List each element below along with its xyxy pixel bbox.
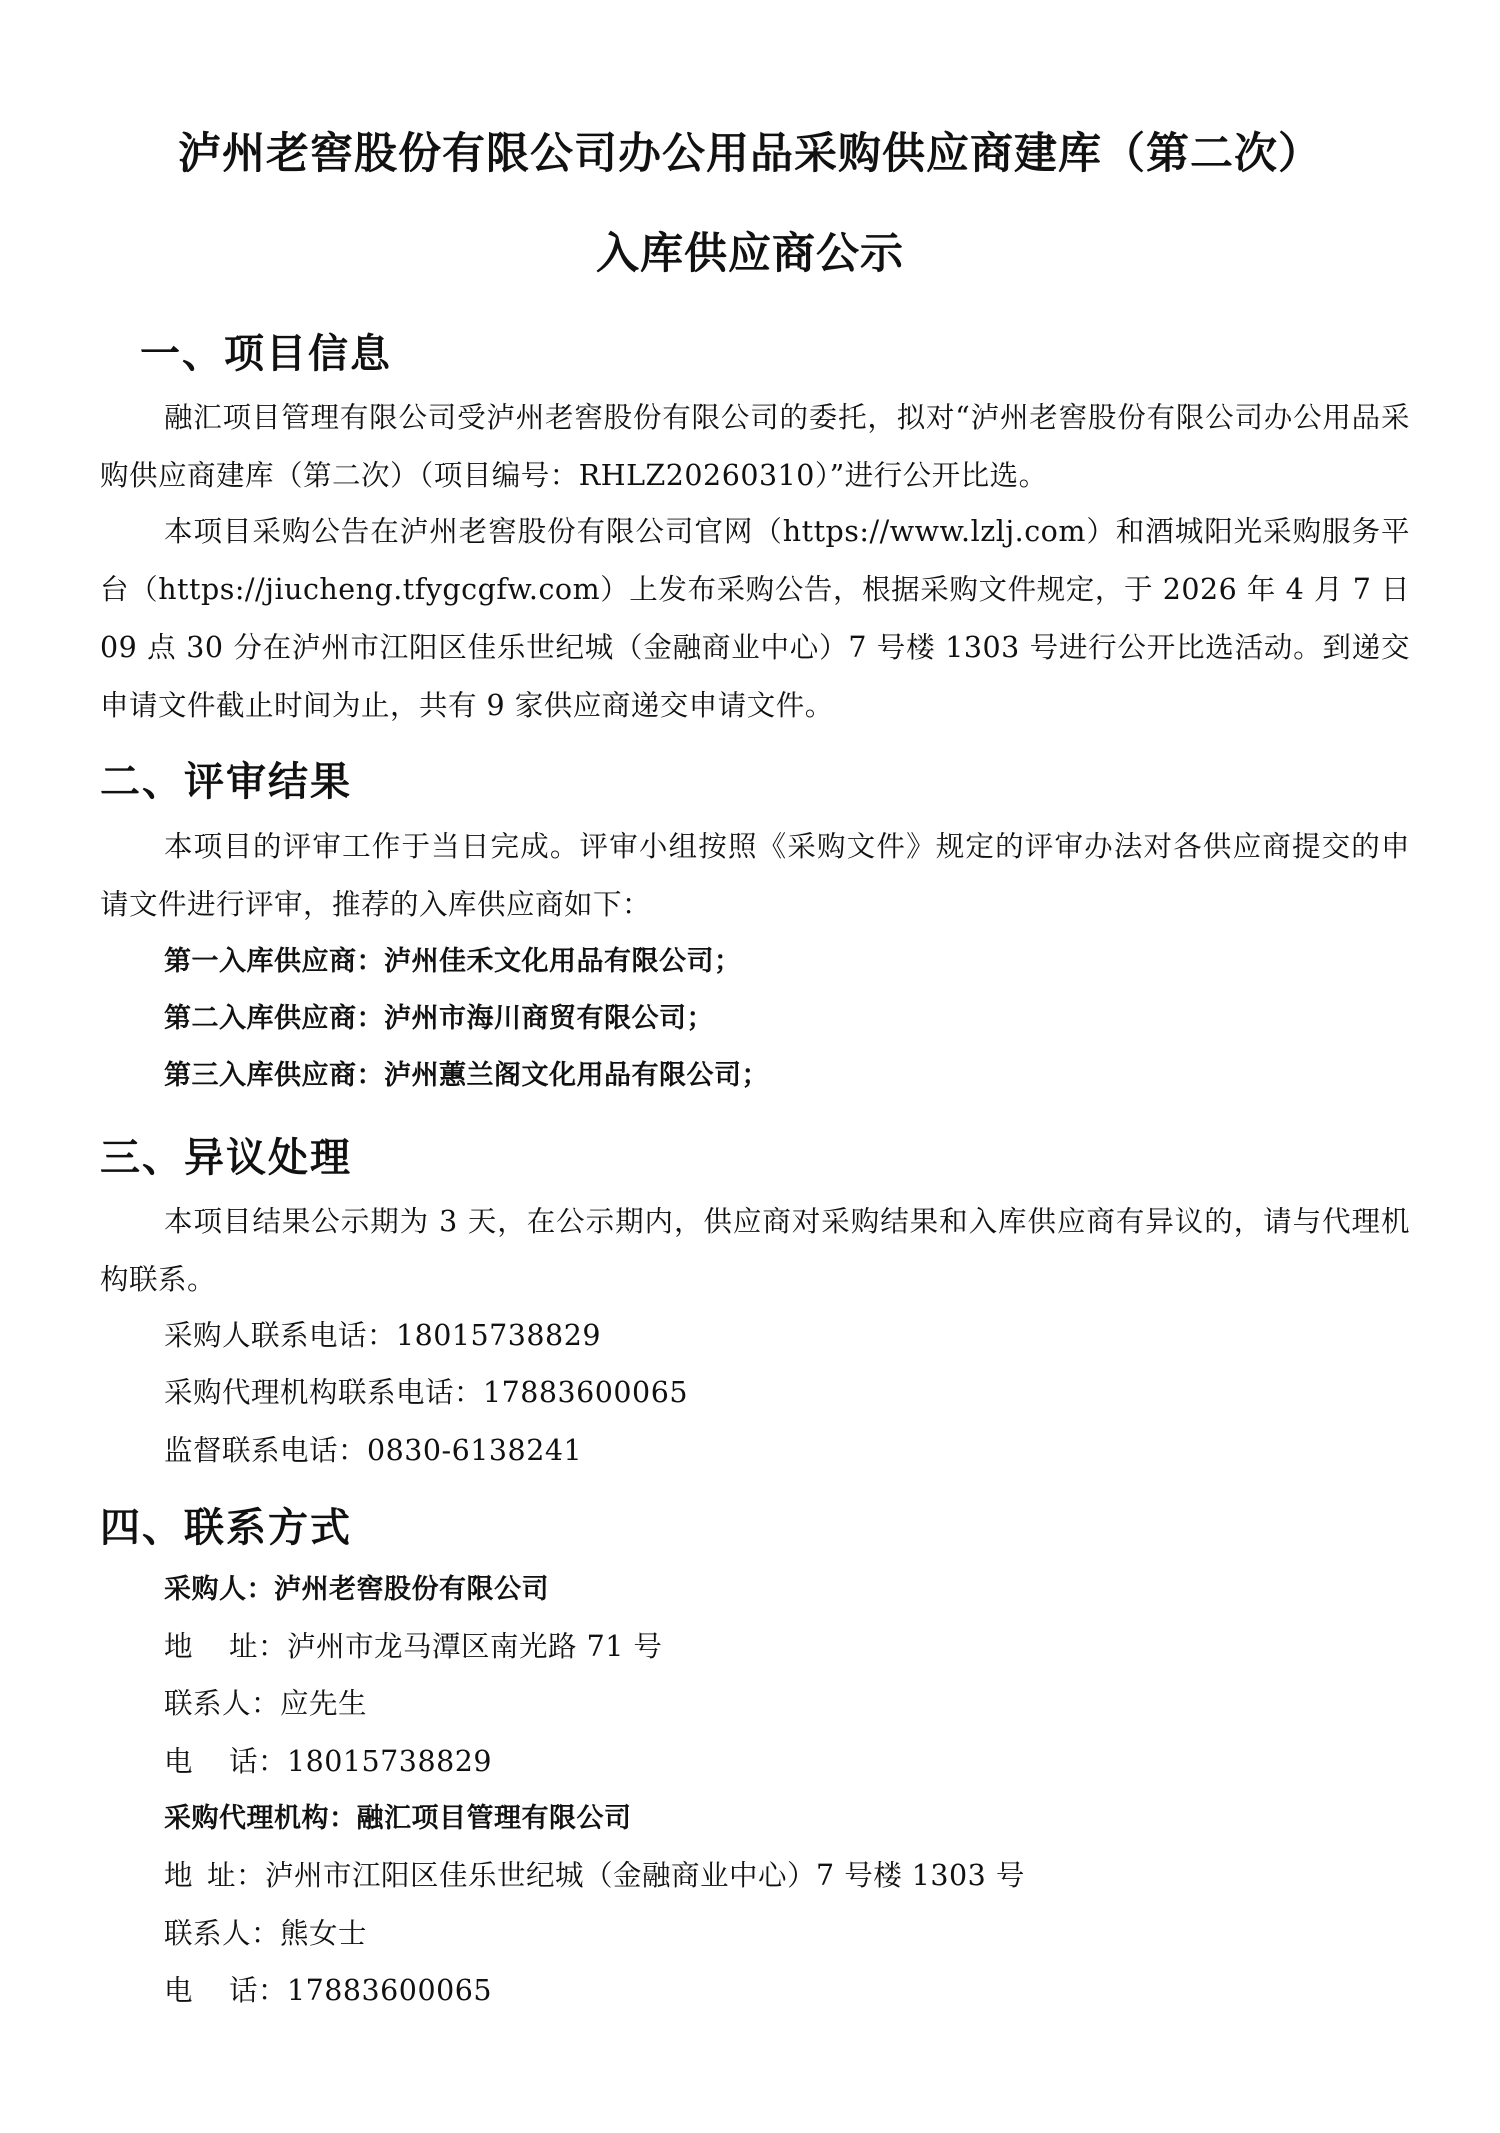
document-title-line2: 入库供应商公示 <box>596 229 904 279</box>
agency-tel-line <box>164 1962 492 2020</box>
second-supplier: 第二入库供应商：泸州市海川商贸有限公司； <box>164 1003 714 1034</box>
buyer-address-line <box>164 1618 662 1676</box>
objections-paragraph: 本项目结果公示期为 3 天，在公示期内，供应商对采购结果和入库供应商有异议的，请与代理机构联系。 <box>100 1205 1410 1296</box>
buyer-name-line: 采购人：泸州老窖股份有限公司 <box>164 1574 549 1605</box>
buyer-tel-label-a: 电 <box>164 1745 194 1778</box>
buyer-address-label-a: 地 <box>164 1630 194 1663</box>
review-results-paragraph: 本项目的评审工作于当日完成。评审小组按照《采购文件》规定的评审办法对各供应商提交的申请文件进行评审，推荐的入库供应商如下： <box>100 830 1410 921</box>
buyer-tel-text: 话：18015738829 <box>229 1745 492 1778</box>
project-info-paragraph-2: 本项目采购公告在泸州老窖股份有限公司官网（https://www.lzlj.com）和酒城阳光采购服务平台（https://jiucheng.tfygcgfw.com）上发布采购公告，根据采购文件规定，于 2026 年 4 月 7 日 09 点 30 分在泸州市江阳区佳乐世纪城（金融商业中心）7 号楼 1303 号进行公开比选活动。到递交申请文件截止时间为止，共有 9 家供应商递交申请文件。 <box>100 515 1410 722</box>
agency-tel-label-a: 电 <box>164 1974 194 2007</box>
agency-tel-text: 话：17883600065 <box>229 1974 492 2007</box>
buyer-address-text: 址：泸州市龙马潭区南光路 71 号 <box>229 1630 663 1663</box>
agency-contact-line: 联系人：熊女士 <box>164 1917 368 1950</box>
agency-address-line <box>164 1847 1025 1905</box>
buyer-tel-line <box>164 1733 492 1791</box>
agency-address-text: 址：泸州市江阳区佳乐世纪城（金融商业中心）7 号楼 1303 号 <box>207 1859 1025 1892</box>
section-heading-review-results: 二、评审结果 <box>100 759 352 805</box>
document-title-line1: 泸州老窖股份有限公司办公用品采购供应商建库（第二次） <box>178 129 1322 179</box>
project-info-paragraph-1: 融汇项目管理有限公司受泸州老窖股份有限公司的委托，拟对“泸州老窖股份有限公司办公用品采购供应商建库（第二次）（项目编号：RHLZ20260310）”进行公开比选。 <box>100 401 1410 492</box>
section-heading-contact: 四、联系方式 <box>100 1505 352 1551</box>
third-supplier: 第三入库供应商：泸州蕙兰阁文化用品有限公司； <box>164 1060 769 1091</box>
first-supplier: 第一入库供应商：泸州佳禾文化用品有限公司； <box>164 946 742 977</box>
agency-phone-line: 采购代理机构联系电话：17883600065 <box>164 1376 688 1409</box>
buyer-contact-line: 联系人：应先生 <box>164 1687 368 1720</box>
section-heading-project-info: 一、项目信息 <box>140 331 392 377</box>
section-heading-objections: 三、异议处理 <box>100 1135 352 1181</box>
buyer-phone-line: 采购人联系电话：18015738829 <box>164 1319 601 1352</box>
agency-address-label-a: 地 <box>164 1859 194 1892</box>
agency-name-line: 采购代理机构：融汇项目管理有限公司 <box>164 1803 632 1834</box>
supervision-phone-line: 监督联系电话：0830-6138241 <box>164 1434 583 1467</box>
